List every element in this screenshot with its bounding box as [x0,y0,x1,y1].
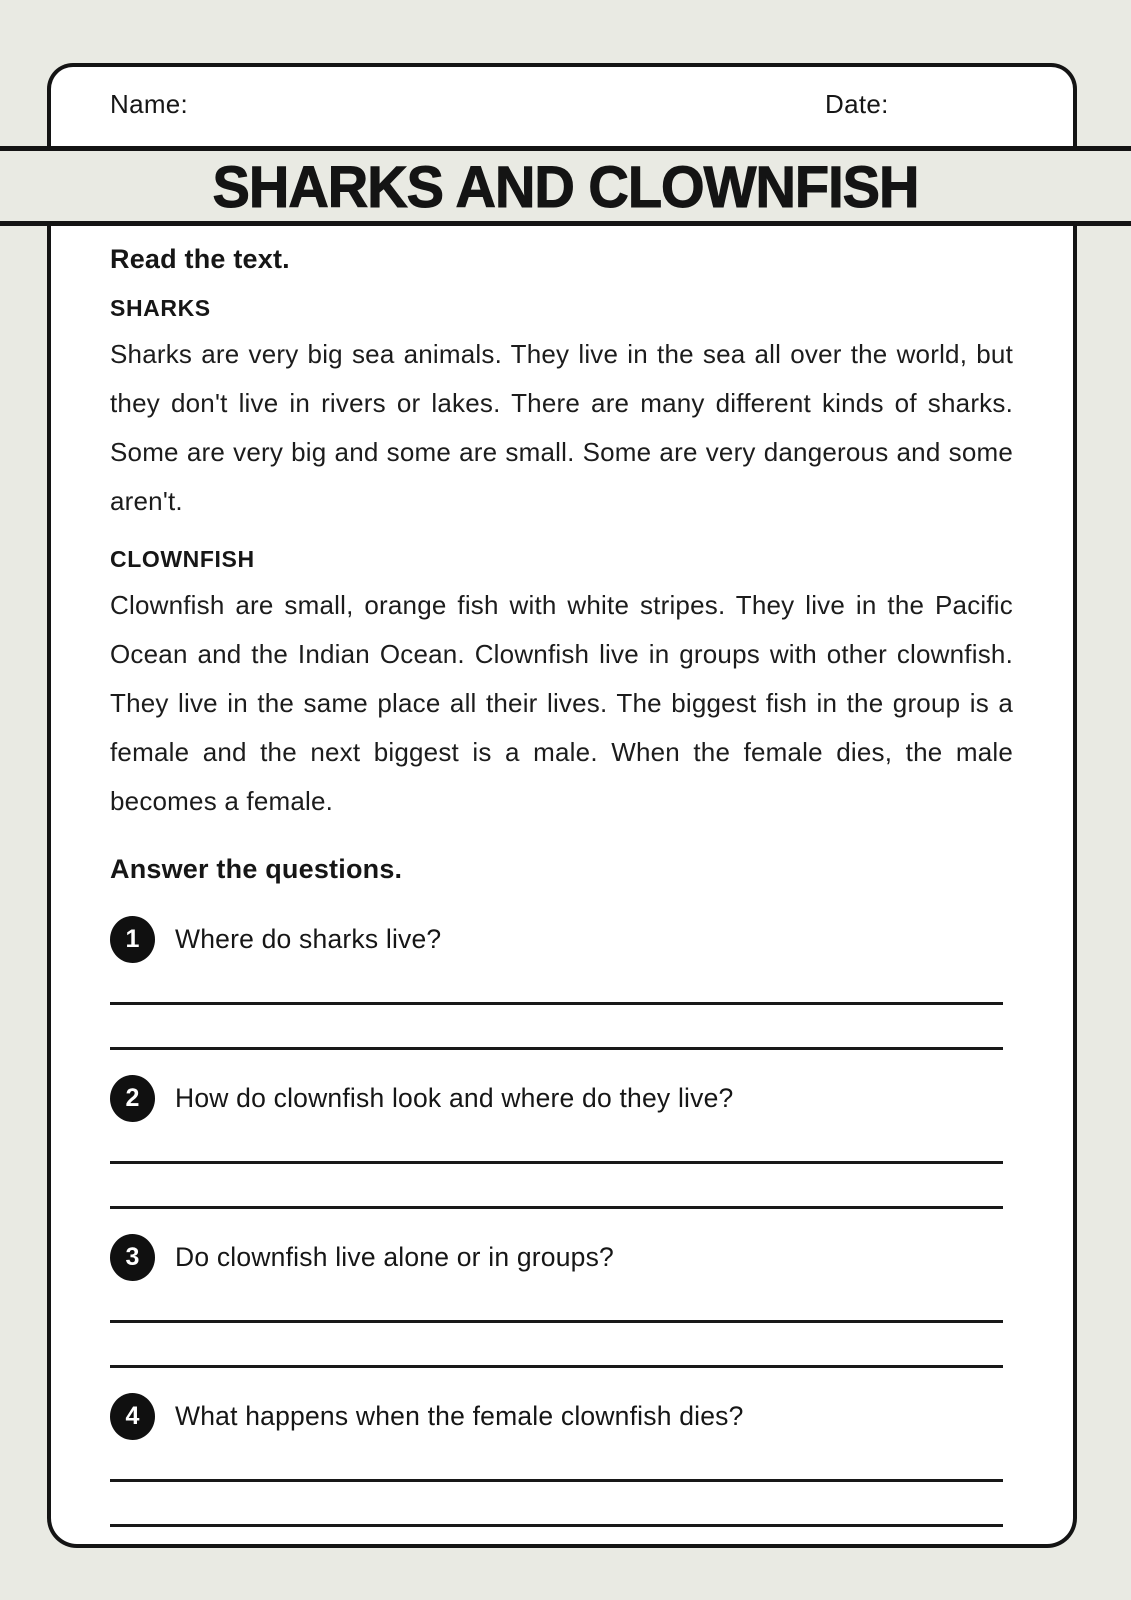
question-1-row [110,915,1013,963]
question-2-answer-line-2[interactable] [110,1164,1003,1209]
passage-sharks: Sharks are very big sea animals. They live in the sea all over the world, but they don't live in rivers or lakes. There are many different kinds of sharks. Some are very big and some are small. Some are very dangerous and some aren't. [110,339,1013,516]
read-instruction: Read the text. [110,244,290,274]
name-input-area[interactable] [251,77,771,137]
question-1-text: Where do sharks live? [175,923,442,954]
worksheet-title: SHARKS AND CLOWNFISH [212,153,919,219]
date-label: Date: [825,89,889,119]
question-2-answer-line-1[interactable] [110,1122,1003,1164]
passage-heading-clownfish: CLOWNFISH [110,546,255,572]
question-3-block [110,1233,1013,1368]
question-4-number-badge: 4 [110,1393,155,1440]
question-3-text: Do clownfish live alone or in groups? [175,1241,614,1272]
question-3-answer-line-2[interactable] [110,1323,1003,1368]
question-2-text: How do clownfish look and where do they live? [175,1082,734,1113]
answer-instruction: Answer the questions. [110,854,403,884]
question-1-number-badge: 1 [110,916,155,963]
question-1-answer-line-2[interactable] [110,1005,1003,1050]
name-label: Name: [110,89,189,119]
question-3-row [110,1233,1013,1281]
question-2-number-badge: 2 [110,1075,155,1122]
question-2-block [110,1074,1013,1209]
question-2-row [110,1074,1013,1122]
question-1-block [110,915,1013,1050]
question-4-answer-line-1[interactable] [110,1440,1003,1482]
passage-clownfish: Clownfish are small, orange fish with white stripes. They live in the Pacific Ocean and the Indian Ocean. Clownfish live in groups with other clownfish. They live in the same place all their lives. The biggest fish in the group is a female and the next biggest is a male. When the female dies, the male becomes a female. [110,590,1013,816]
title-banner [0,146,1131,226]
question-4-block [110,1392,1013,1527]
question-3-number-badge: 3 [110,1234,155,1281]
question-4-row [110,1392,1013,1440]
question-4-text: What happens when the female clownfish dies? [175,1400,744,1431]
question-3-answer-line-1[interactable] [110,1281,1003,1323]
question-4-answer-line-2[interactable] [110,1482,1003,1527]
name-date-box [47,63,1077,146]
worksheet-body [47,226,1077,1548]
question-1-answer-line-1[interactable] [110,963,1003,1005]
passage-heading-sharks: SHARKS [110,295,211,321]
date-input-area[interactable] [951,77,1071,137]
